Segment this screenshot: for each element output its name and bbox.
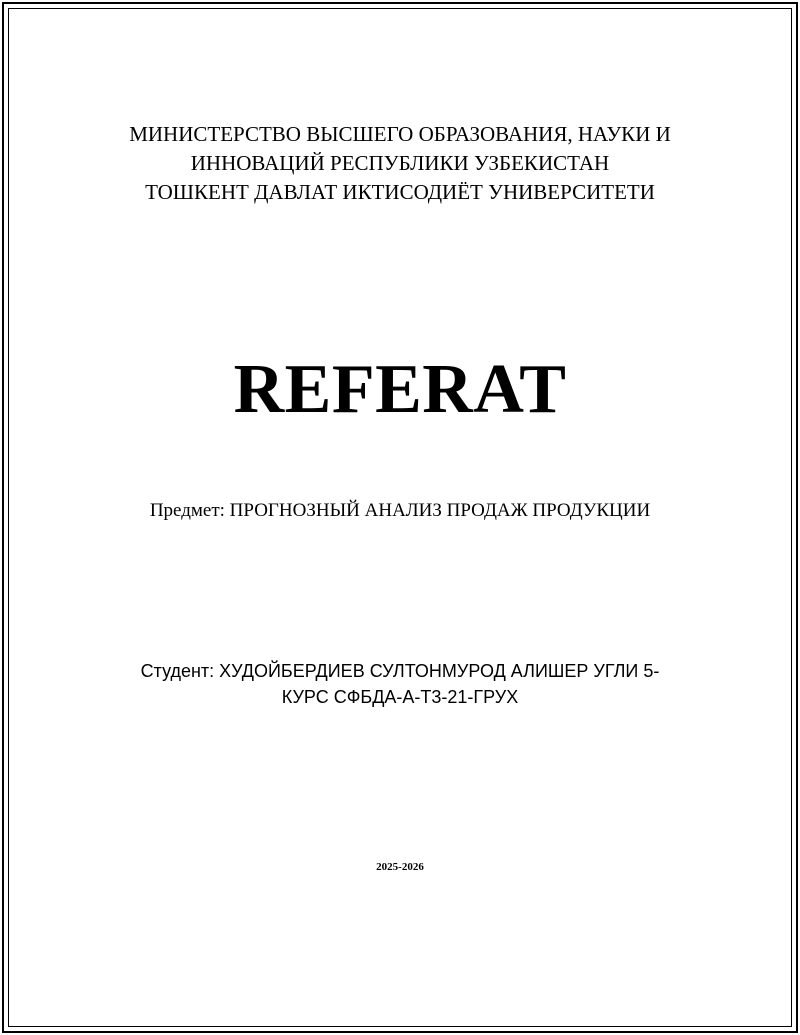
ministry-line-2: ИННОВАЦИЙ РЕСПУБЛИКИ УЗБЕКИСТАН (190, 151, 610, 175)
subject-line: Предмет: ПРОГНОЗНЫЙ АНАЛИЗ ПРОДАЖ ПРОДУКЦИИ (149, 500, 651, 521)
student-line-1: Студент: ХУДОЙБЕРДИЕВ СУЛТОНМУРОД АЛИШЕР УГЛИ 5- (140, 661, 660, 681)
document-title: REFERAT (233, 351, 567, 428)
academic-year: 2025-2026 (376, 861, 424, 873)
student-info (0, 658, 800, 710)
ministry-line-1: МИНИСТЕРСТВО ВЫСШЕГО ОБРАЗОВАНИЯ, НАУКИ И (129, 122, 671, 146)
student-line-2: КУРС СФБДА-А-Т3-21-ГРУХ (281, 687, 519, 707)
university-name: ТОШКЕНТ ДАВЛАТ ИКТИСОДИЁТ УНИВЕРСИТЕТИ (145, 180, 655, 204)
institution-header (0, 120, 800, 207)
